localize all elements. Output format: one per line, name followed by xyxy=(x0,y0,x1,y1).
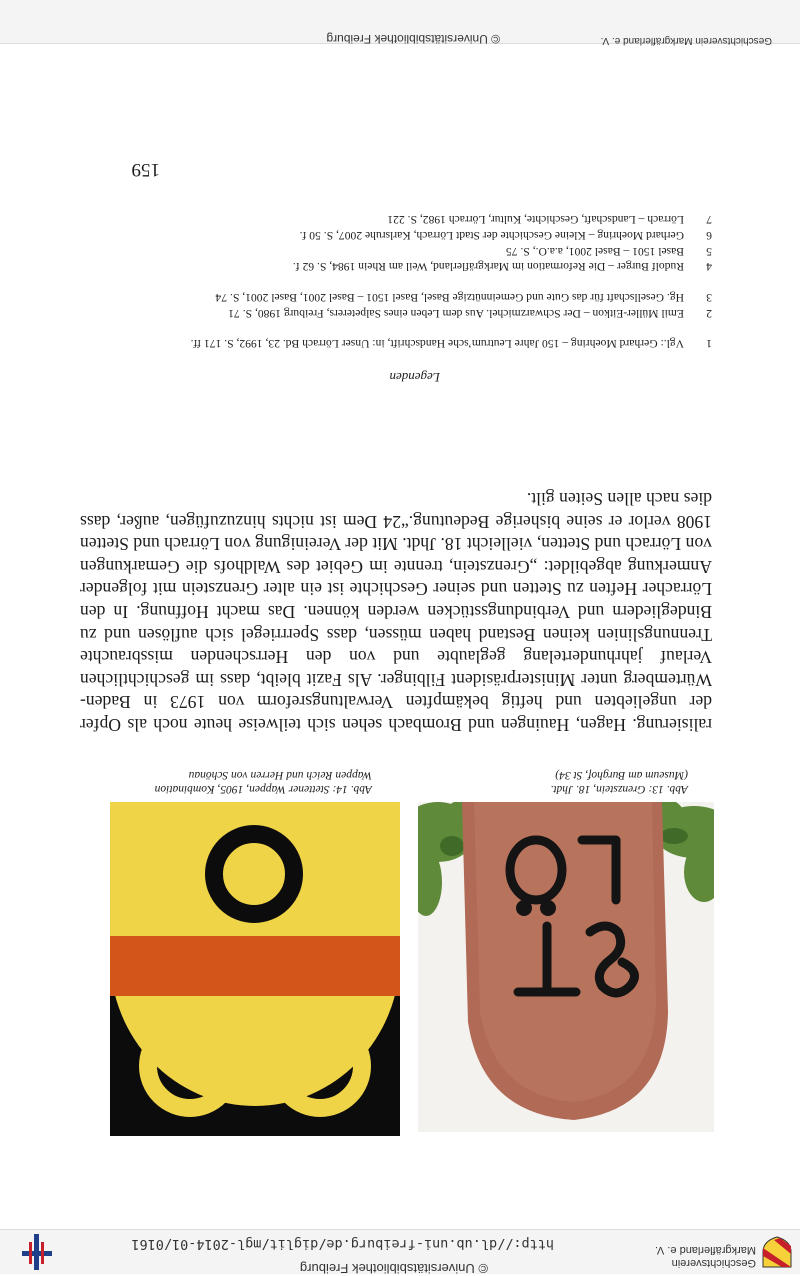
caption-figure-13 xyxy=(428,768,688,796)
notes-heading: Legenden xyxy=(389,370,440,385)
caption-figure-14 xyxy=(92,768,372,796)
rotated-document-page: http://dl.ub.uni-freiburg.de/diglit/mgl-2014-01/0161 © Universitätsbibliothek Freiburg Geschichtsverein Markgräflerland e. V. Abb. 13: Grenzstein, 18. Jhdt. (Museum am Burghof, St 34) Abb. 14: Stettener Wappen, 1905, Kombination Wappen Reich und Herren von Schönau ralisierung. Hagen, Hauingen und Brombach sehen sich teilweise heute noch als Opfer der ungeliebten und heftig bekämpften Verwaltungsreform von 1973 in Baden-Würtemberg unter Ministerpräsident Filbinger. Als Fazit bleibt, dass im geschichtlichen Verlauf jahrhundertelang geglaubte und von den Herrschenden missbrauchte Trennungslinien keinen Bestand haben müssen, dass Sperrriegel sich auflösen und zu Bindegliedern und Verbindungsstücken werden können. Das macht Hoffnung. In den Lörracher Heften zu Stetten und seiner Geschichte ist ein alter Grenzstein mit folgender Anmerkung abgebildet: „Grenzstein, trennte im Gebiet des Waldhofs die Gemarkungen von Lörrach und Stetten, vielleicht 18. Jhdt. Mit der Vereinigung von Lörrach und Stetten 1908 verlor er seine bisherige Bedeutung.“24 Dem ist nichts hinzuzufügen, außer, dass dies nach allen Seiten gilt. Legenden 1 Vgl.: Gerhard Moehring – 150 Jahre Leutrum’sche Handschrift, in: Unser Lörrach Bd. 23, 1992, S. 171 ff. 2 Emil Müller-Eitkon – Der Schwarzmichel. Aus dem Leben eines Salpeterers, Freiburg 1980, S. 71 3 Hg. Gesellschaft für das Gute und Gemeinnützige Basel, Basel 1501 – Basel 2001, Basel 2001, S. 74 4 Rudolf Burger – Die Reformation im Markgräflerland, Weil am Rhein 1984, S. 62 f. 5 Basel 1501 – Basel 2001, a.a.O., S. 75 6 Gerhard Moehring – Kleine Geschichte der Stadt Lörrach, Karlsruhe 2007, S. 50 f. 7 Lörrach – Landschaft, Geschichte, Kultur, Lörrach 1982, S. 221 159 © Universitätsbibliothek Freiburg Geschichtsverein Markgräflerland e. V. xyxy=(0,0,800,1274)
figure-stetten-coat-of-arms xyxy=(110,802,400,1136)
page-number: 159 xyxy=(131,159,160,180)
viewer-cross-icon[interactable] xyxy=(22,1234,52,1270)
header-url[interactable]: http://dl.ub.uni-freiburg.de/diglit/mgl-2014-01/0161 xyxy=(131,1236,554,1252)
figure-boundary-stone xyxy=(418,802,714,1132)
boundary-stone-photo xyxy=(418,802,714,1132)
viewer-footer xyxy=(0,0,800,44)
body-paragraph-text: ralisierung. Hagen, Hauingen und Brombach sehen sich teilweise heute noch als Opfer der ungeliebten und heftig bekämpften Verwaltungsreform von 1973 in Baden-Würtemberg unter Ministerpräsident Filbinger. Als Fazit bleibt, dass im geschichtlichen Verlauf jahrhundertelang geglaubte und von den Herrschenden missbrauchte Trennungslinien keinen Bestand haben müssen, dass Sperrriegel sich auflösen und zu Bindegliedern und Verbindungsstücken werden können. Das macht Hoffnung. In den Lörracher Heften zu Stetten und seiner Geschichte ist ein alter Grenzstein mit folgender Anmerkung abgebildet: „Grenzstein, trennte im Gebiet des Waldhofs die Gemarkungen von Lörrach und Stetten, vielleicht 18. Jhdt. Mit der Vereinigung von Lörrach und Stetten 1908 verlor er seine bisherige Bedeutung.“24 Dem ist nichts hinzuzufügen, außer, dass dies nach allen Seiten gilt. xyxy=(80,489,712,735)
stetten-coat-of-arms xyxy=(110,802,400,1136)
coat-of-arms-icon xyxy=(760,1236,794,1270)
viewer-header xyxy=(0,1229,800,1274)
caption-13-line1: Abb. 13: Grenzstein, 18. Jhdt. xyxy=(550,783,688,795)
caption-14-line2: Wappen Reich und Herren von Schönau xyxy=(188,769,372,781)
header-logo-line2: Markgräflerland e. V. xyxy=(654,1244,756,1256)
header-logo-line1: Geschichtsverein xyxy=(671,1257,756,1269)
body-paragraph xyxy=(80,487,712,736)
header-copyright: © Universitätsbibliothek Freiburg xyxy=(299,1261,488,1276)
arms-orange-band xyxy=(110,936,400,996)
footer-logo-text: Geschichtsverein Markgräflerland e. V. xyxy=(600,35,772,46)
caption-13-line2: (Museum am Burghof, St 34) xyxy=(555,769,688,781)
footer-copyright: © Universitätsbibliothek Freiburg xyxy=(326,32,500,46)
caption-14-line1: Abb. 14: Stettener Wappen, 1905, Kombination xyxy=(154,783,372,795)
